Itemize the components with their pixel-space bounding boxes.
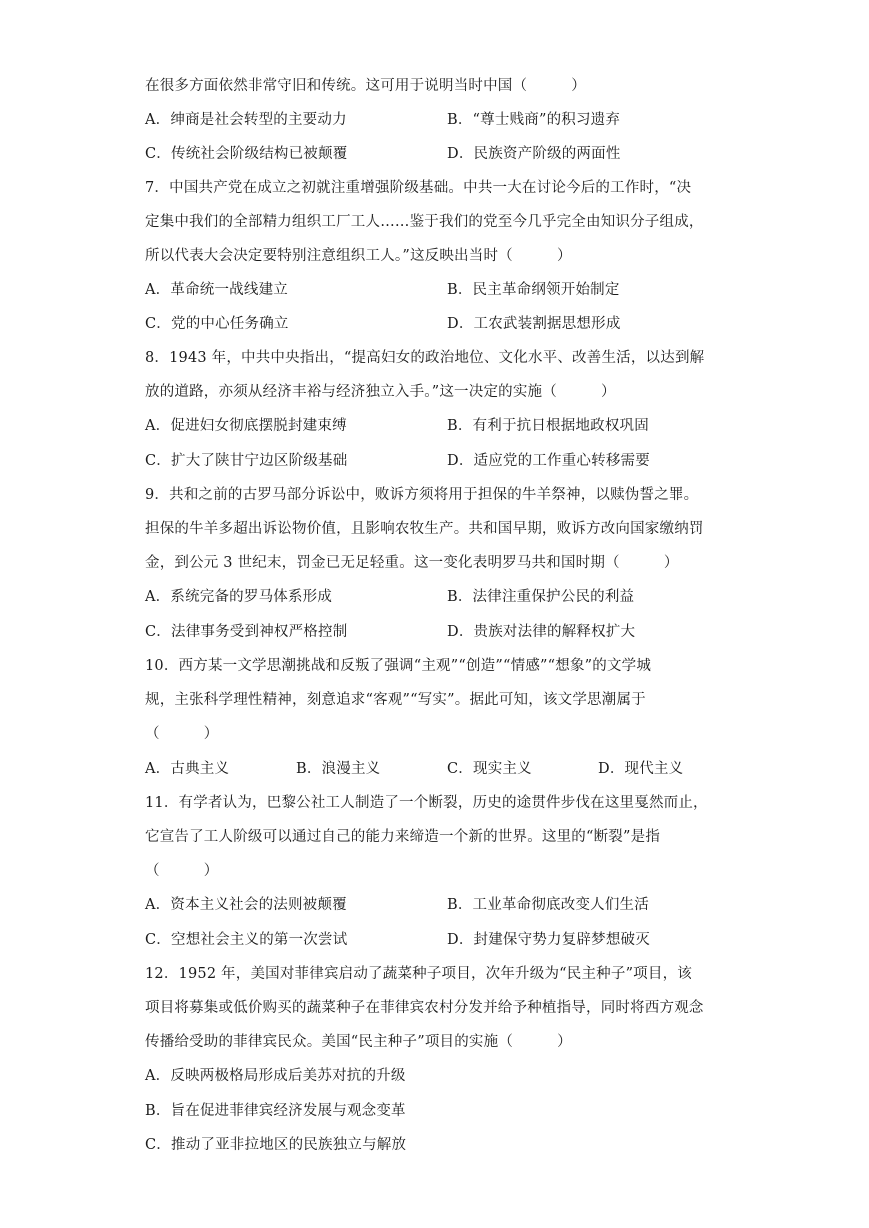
q11-option-a: A．资本主义社会的法则被颠覆 — [145, 897, 347, 913]
q6-option-c: C．传统社会阶级结构已被颠覆 — [145, 146, 348, 162]
q10-stem-line-2: 规，主张科学理性精神，刻意追求“客观”“写实”。据此可知，该文学思潮属于 — [145, 692, 646, 708]
q10-option-b: B．浪漫主义 — [296, 761, 381, 777]
q10-option-d: D．现代主义 — [598, 761, 684, 777]
q10-stem-line-3: （ ） — [145, 726, 219, 742]
q9-option-b: B．法律注重保护公民的利益 — [447, 589, 635, 605]
q12-option-b: B．旨在促进菲律宾经济发展与观念变革 — [145, 1103, 406, 1119]
q11-option-b: B．工业革命彻底改变人们生活 — [447, 897, 649, 913]
q7-stem-line-3: 所以代表大会决定要特别注意组织工人。”这反映出当时（ ） — [145, 248, 572, 264]
q9-stem-line-1: 9．共和之前的古罗马部分诉讼中，败诉方须将用于担保的牛羊祭神，以赎伪誓之罪。 — [145, 487, 699, 503]
q8-stem-line-2: 放的道路，亦须从经济丰裕与经济独立入手。”这一决定的实施（ ） — [145, 384, 616, 400]
q8-option-a: A．促进妇女彻底摆脱封建束缚 — [145, 418, 347, 434]
q6-option-b: B．“尊士贱商”的积习遗弃 — [447, 112, 621, 128]
q11-option-d: D．封建保守势力复辟梦想破灭 — [447, 932, 650, 948]
q7-option-c: C．党的中心任务确立 — [145, 316, 289, 332]
q11-stem-line-2: 它宣告了工人阶级可以通过自己的能力来缔造一个新的世界。这里的“断裂”是指 — [145, 829, 661, 845]
q6-option-a: A．绅商是社会转型的主要动力 — [145, 112, 347, 128]
q11-stem-line-1: 11．有学者认为，巴黎公社工人制造了一个断裂，历史的途贯件步伐在这里戛然而止， — [145, 795, 708, 811]
q8-option-c: C．扩大了陕甘宁边区阶级基础 — [145, 453, 348, 469]
q8-stem-line-1: 8．1943 年，中共中央指出，“提高妇女的政治地位、文化水平、改善生活，以达到解 — [145, 350, 705, 366]
q10-option-a: A．古典主义 — [145, 761, 230, 777]
q12-option-c: C．推动了亚非拉地区的民族独立与解放 — [145, 1137, 407, 1153]
q6-option-d: D．民族资产阶级的两面性 — [447, 146, 621, 162]
q9-stem-line-2: 担保的牛羊多超出诉讼物价值，且影响农牧生产。共和国早期，败诉方改向国家缴纳罚 — [145, 521, 704, 537]
q11-stem-line-3: （ ） — [145, 863, 219, 879]
q12-stem-line-2: 项目将募集或低价购买的蔬菜种子在菲律宾农村分发并给予种植指导，同时将西方观念 — [145, 1000, 704, 1016]
q9-option-a: A．系统完备的罗马体系形成 — [145, 589, 333, 605]
q7-stem-line-1: 7．中国共产党在成立之初就注重增强阶级基础。中共一大在讨论今后的工作时，“决 — [145, 180, 692, 196]
q9-stem-line-3: 金，到公元 3 世纪末，罚金已无足轻重。这一变化表明罗马共和国时期（ ） — [145, 555, 679, 571]
q12-stem-line-3: 传播给受助的菲律宾民众。美国“民主种子”项目的实施（ ） — [145, 1034, 572, 1050]
q7-stem-line-2: 定集中我们的全部精力组织工厂工人……鉴于我们的党至今几乎完全由知识分子组成， — [145, 214, 704, 230]
q9-option-c: C．法律事务受到神权严格控制 — [145, 624, 348, 640]
q7-option-b: B．民主革命纲领开始制定 — [447, 282, 620, 298]
q12-option-a: A．反映两极格局形成后美苏对抗的升级 — [145, 1068, 406, 1084]
q7-option-d: D．工农武装割据思想形成 — [447, 316, 621, 332]
q8-option-d: D．适应党的工作重心转移需要 — [447, 453, 650, 469]
q11-option-c: C．空想社会主义的第一次尝试 — [145, 932, 348, 948]
q6-stem-tail: 在很多方面依然非常守旧和传统。这可用于说明当时中国（ ） — [145, 78, 586, 94]
q12-stem-line-1: 12．1952 年，美国对菲律宾启动了蔬菜种子项目，次年升级为“民主种子”项目，该 — [145, 966, 692, 982]
q8-option-b: B．有利于抗日根据地政权巩固 — [447, 418, 649, 434]
q10-option-c: C．现实主义 — [447, 761, 532, 777]
q7-option-a: A．革命统一战线建立 — [145, 282, 288, 298]
q9-option-d: D．贵族对法律的解释权扩大 — [447, 624, 636, 640]
q10-stem-line-1: 10．西方某一文学思潮挑战和反叛了强调“主观”“创造”“情感”“想象”的文学城 — [145, 658, 652, 674]
